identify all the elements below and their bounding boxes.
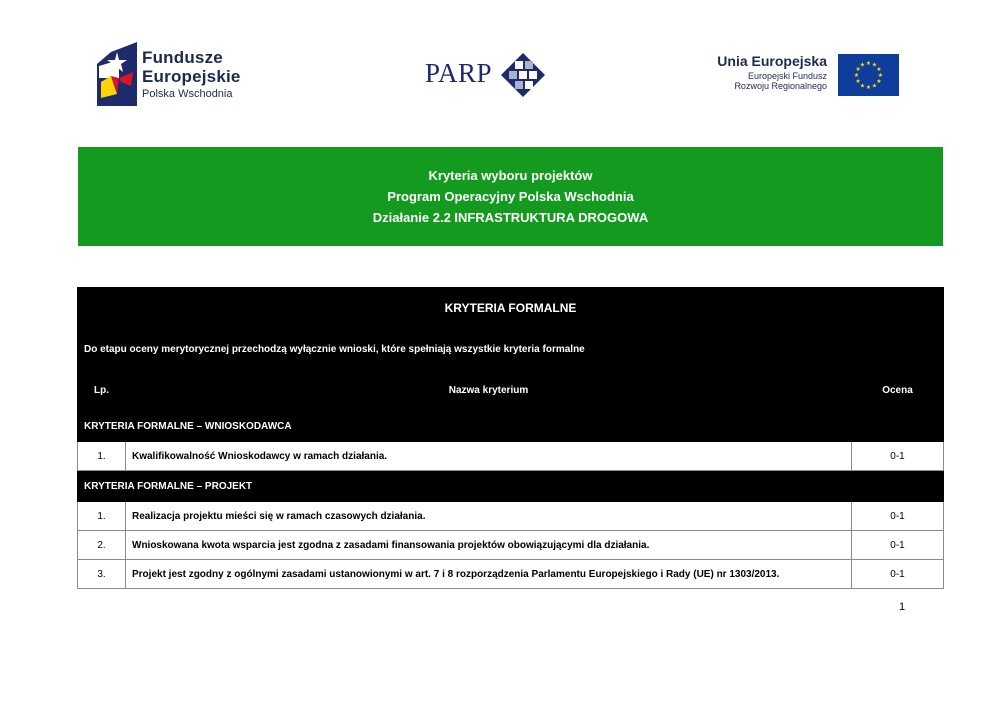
eu-star-icon: ★ [865,61,872,67]
title-line3: Działanie 2.2 INFRASTRUKTURA DROGOWA [372,210,649,225]
criterion-score: 0-1 [852,560,944,589]
criterion-name: Realizacja projektu mieści się w ramach czasowych działania. [126,502,852,531]
eu-star-icon: ★ [876,79,882,85]
section-title: KRYTERIA FORMALNE – WNIOSKODAWCA [78,411,944,442]
column-header-name: Nazwa kryterium [126,370,852,411]
table-header-row [78,370,944,411]
criterion-number: 1. [78,442,126,471]
title-line2: Program Operacyjny Polska Wschodnia [387,189,634,204]
table-title-row [78,288,944,329]
criterion-number: 2. [78,531,126,560]
table-title: KRYTERIA FORMALNE [78,288,944,329]
parp-logo [425,52,550,98]
table-row [78,502,944,531]
eu-star-icon: ★ [871,83,878,90]
section-row [78,471,944,502]
criterion-number: 3. [78,560,126,589]
eu-star-icon: ★ [855,79,861,85]
table-row [78,560,944,589]
criterion-number: 1. [78,502,126,531]
fundusze-line2: Europejskie [142,67,241,86]
fundusze-europejskie-flag-icon [97,42,137,106]
parp-diamond-icon [500,52,546,98]
title-box [78,147,943,246]
table-note-row [78,329,944,370]
eu-star-icon: ★ [876,67,882,73]
criterion-score: 0-1 [852,531,944,560]
eu-star-icon: ★ [859,83,866,90]
criteria-table [77,287,944,589]
ue-line2: Europejski Fundusz [747,71,827,81]
fundusze-line1: Fundusze [142,48,223,67]
eu-star-icon: ★ [853,73,860,79]
eu-star-icon: ★ [877,73,884,79]
unia-europejska-logo [715,50,905,100]
table-row [78,442,944,471]
eu-star-icon: ★ [859,62,866,69]
table-row [78,531,944,560]
criterion-name: Projekt jest zgodny z ogólnymi zasadami ustanowionymi w art. 7 i 8 rozporządzenia Parlamentu Europejskiego i Rady (UE) nr 1303/2013. [126,560,852,589]
eu-star-icon: ★ [865,85,872,91]
table-note: Do etapu oceny merytorycznej przechodzą wyłącznie wnioski, które spełniają wszystkie kryteria formalne [78,329,944,370]
ue-line3: Rozwoju Regionalnego [734,81,827,91]
criterion-name: Kwalifikowalność Wnioskodawcy w ramach działania. [126,442,852,471]
fundusze-line3: Polska Wschodnia [142,88,233,100]
page-number: 1 [899,601,906,613]
column-header-score: Ocena [852,370,944,411]
criterion-score: 0-1 [852,502,944,531]
section-title: KRYTERIA FORMALNE – PROJEKT [78,471,944,502]
eu-flag-icon [838,54,899,96]
criterion-name: Wnioskowana kwota wsparcia jest zgodna z zasadami finansowania projektów obowiązującymi dla działania. [126,531,852,560]
fundusze-europejskie-logo [97,42,257,106]
column-header-lp: Lp. [78,370,126,411]
ue-line1: Unia Europejska [717,53,827,69]
section-row [78,411,944,442]
eu-star-icon: ★ [855,67,861,73]
title-line1: Kryteria wyboru projektów [428,168,593,183]
parp-logo-text: PARP [425,58,493,88]
eu-star-icon: ★ [871,62,878,69]
criterion-score: 0-1 [852,442,944,471]
